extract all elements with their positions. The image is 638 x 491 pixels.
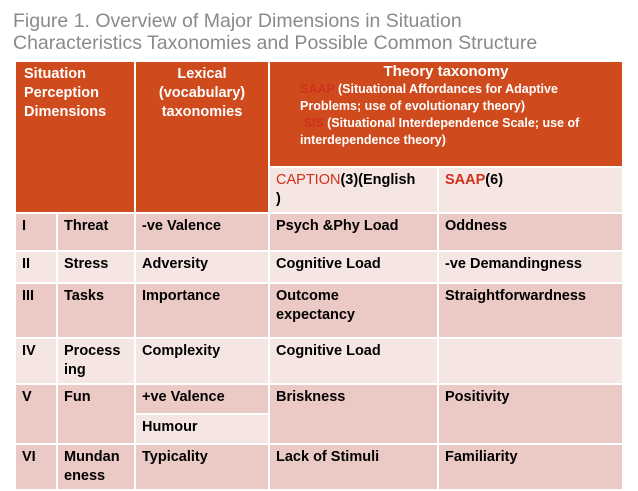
row-saap: Cognitive Load	[269, 338, 438, 384]
table-row	[15, 251, 623, 283]
row-dimension: Mundan eness	[57, 444, 135, 490]
sis-abbr: SIS	[303, 116, 324, 130]
saap-description-line2: Problems; use of evolutionary theory)	[300, 99, 526, 113]
row-saap: Outcome expectancy	[269, 283, 438, 338]
taxonomy-table	[14, 60, 624, 491]
subheader-saap	[438, 167, 623, 213]
table-row	[15, 338, 623, 384]
row-caption: Complexity	[135, 338, 269, 384]
table-row	[15, 384, 623, 414]
row-number: IV	[15, 338, 57, 384]
sis-description-line2: interdependence theory)	[300, 133, 446, 147]
header-col1-line2: Perception	[24, 85, 99, 101]
slide-title	[13, 10, 628, 54]
caption-rest-1: (3)(English	[340, 172, 416, 188]
theory-title: Theory taxonomy	[383, 63, 509, 80]
row-sis: Oddness	[438, 213, 623, 251]
header-col2-line3: taxonomies	[161, 104, 243, 120]
row-dimension: Stress	[57, 251, 135, 283]
row-caption: Typicality	[135, 444, 269, 490]
header-col2-line1: Lexical	[177, 66, 227, 82]
row-caption: Importance	[135, 283, 269, 338]
row-caption-extra: Humour	[135, 414, 269, 444]
sis-desc-1: (Situational Interdependence Scale; use of	[323, 116, 580, 130]
row-number: III	[15, 283, 57, 338]
header-theory-taxonomy	[269, 61, 623, 167]
subheader-saap-abbr: SAAP	[445, 172, 486, 188]
row-saap: Briskness	[269, 384, 438, 444]
row-sis: Familiarity	[438, 444, 623, 490]
header-row	[15, 61, 623, 167]
saap-desc-1: (Situational Affordances for Adaptive	[334, 82, 558, 96]
header-col1-line3: Dimensions	[24, 104, 107, 120]
row-number: I	[15, 213, 57, 251]
row-saap: Lack of Stimuli	[269, 444, 438, 490]
row-saap: Cognitive Load	[269, 251, 438, 283]
table-row	[15, 283, 623, 338]
table-row	[15, 213, 623, 251]
row-dimension: Fun	[57, 384, 135, 444]
subheader-saap-num: (6)	[485, 172, 504, 188]
header-situation-perception	[15, 61, 135, 213]
row-dimension: Threat	[57, 213, 135, 251]
row-caption: -ve Valence	[135, 213, 269, 251]
saap-description-line1	[276, 81, 616, 98]
row-sis: Positivity	[438, 384, 623, 444]
slide-title-line-2: Characteristics Taxonomies and Possible Common Structure	[13, 32, 538, 54]
table-row	[15, 444, 623, 490]
caption-abbr: CAPTION	[276, 172, 341, 188]
header-col2-line2: (vocabulary)	[158, 85, 246, 101]
row-sis: Straightforwardness	[438, 283, 623, 338]
row-caption: Adversity	[135, 251, 269, 283]
row-number: VI	[15, 444, 57, 490]
slide-title-line-1: Figure 1. Overview of Major Dimensions in Situation	[13, 10, 462, 32]
subheader-caption	[269, 167, 438, 213]
row-sis	[438, 338, 623, 384]
header-col1-line1: Situation	[24, 66, 87, 82]
caption-rest-2: )	[276, 191, 281, 207]
row-dimension: Tasks	[57, 283, 135, 338]
row-number: II	[15, 251, 57, 283]
header-lexical	[135, 61, 269, 213]
row-caption: +ve Valence	[135, 384, 269, 414]
row-sis: -ve Demandingness	[438, 251, 623, 283]
row-number: V	[15, 384, 57, 444]
saap-abbr: SAAP	[300, 82, 335, 96]
row-dimension: Process ing	[57, 338, 135, 384]
row-saap: Psych &Phy Load	[269, 213, 438, 251]
sis-description-line1	[276, 115, 616, 132]
